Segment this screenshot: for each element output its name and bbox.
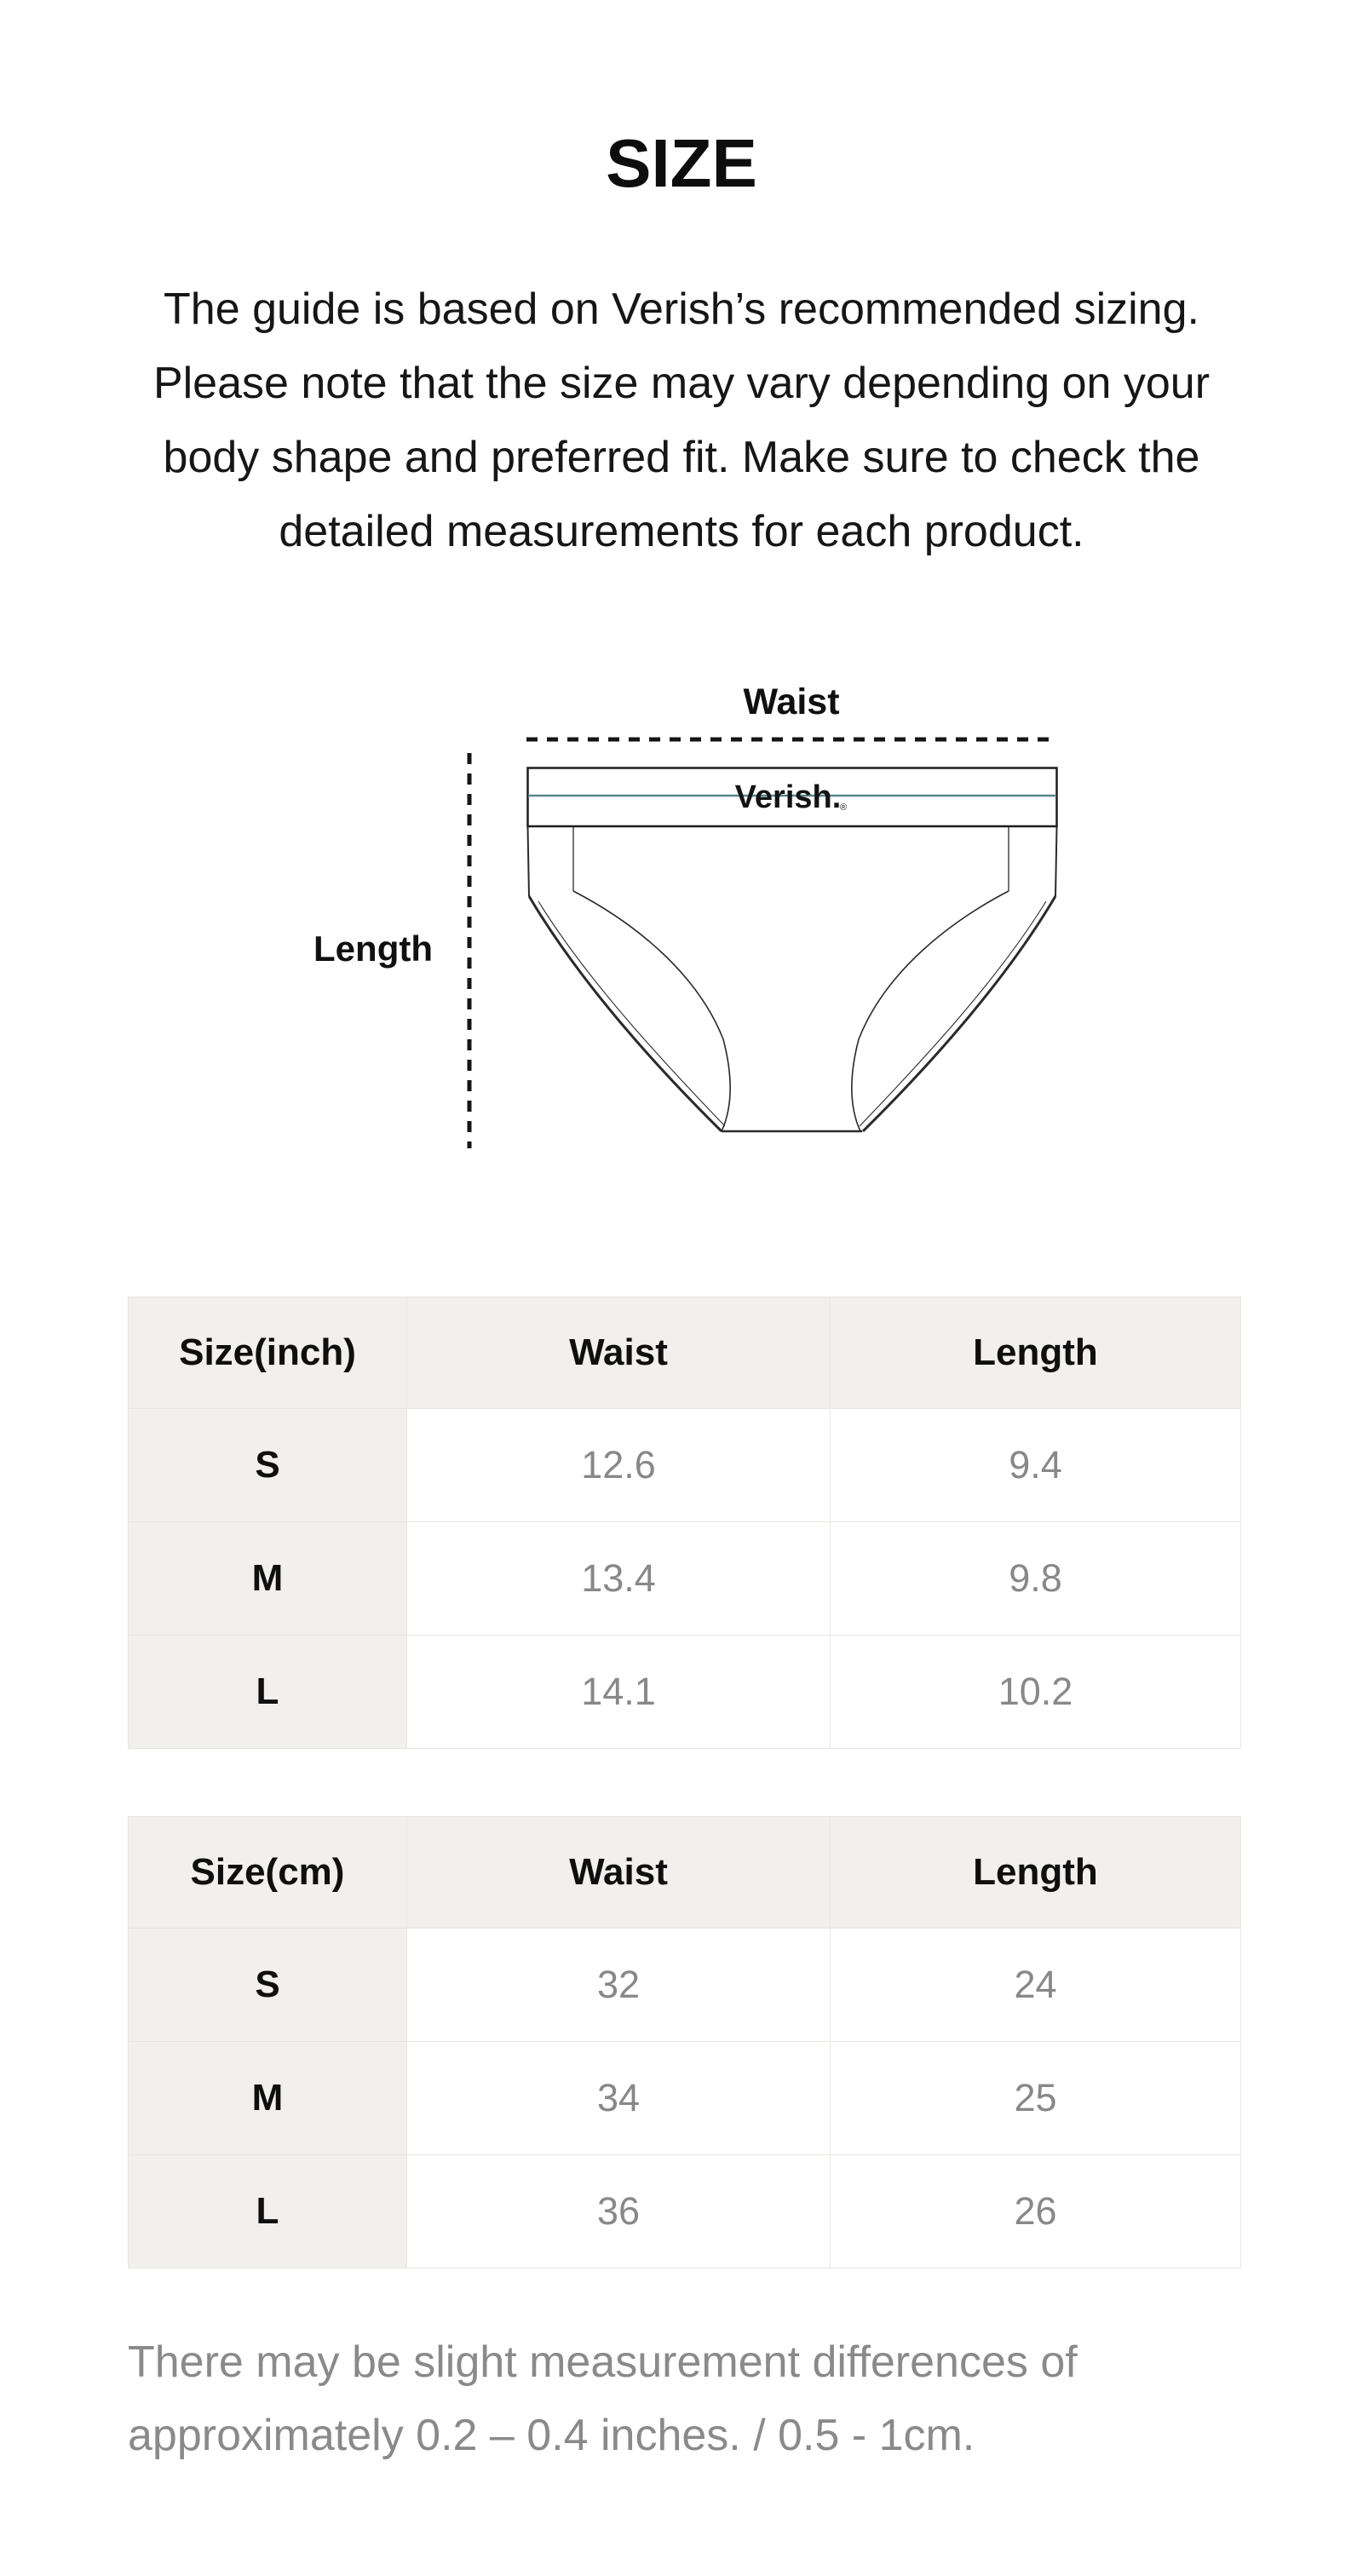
footnote-line: There may be slight measurement differences of: [128, 2337, 1078, 2387]
header-length: Length: [831, 1297, 1241, 1409]
size-cell: L: [129, 2155, 407, 2268]
intro-line: body shape and preferred fit. Make sure to check the: [163, 433, 1200, 482]
intro-paragraph: [0, 273, 1363, 569]
header-waist: Waist: [407, 1817, 831, 1929]
page-title: SIZE: [606, 125, 757, 201]
table-row: [129, 2155, 1241, 2268]
size-cell: L: [129, 1636, 407, 1749]
brand-registered-mark: ®: [840, 802, 848, 813]
header-size-cm: Size(cm): [129, 1817, 407, 1929]
table-row: [129, 1409, 1241, 1522]
brand-logo: Verish.: [734, 779, 842, 815]
header-size-inch: Size(inch): [129, 1297, 407, 1409]
size-cell: S: [129, 1929, 407, 2042]
length-value: 10.2: [831, 1636, 1241, 1749]
intro-line: detailed measurements for each product.: [279, 507, 1084, 556]
header-waist: Waist: [407, 1297, 831, 1409]
table-header-row: [129, 1817, 1241, 1929]
waist-value: 34: [407, 2042, 831, 2155]
size-cell: M: [129, 1522, 407, 1636]
header-length: Length: [831, 1817, 1241, 1929]
table-row: [129, 1522, 1241, 1636]
waist-dashed-line: [526, 737, 1056, 742]
length-value: 24: [831, 1929, 1241, 2042]
waist-label: Waist: [743, 681, 840, 722]
size-cell: M: [129, 2042, 407, 2155]
table-row: [129, 1636, 1241, 1749]
length-dashed-line: [467, 753, 472, 1148]
table-row: [129, 1929, 1241, 2042]
waist-value: 14.1: [407, 1636, 831, 1749]
waist-value: 13.4: [407, 1522, 831, 1636]
footnote-line: approximately 0.2 – 0.4 inches. / 0.5 - 1cm.: [128, 2411, 975, 2460]
size-table-cm: [128, 1816, 1241, 2268]
underwear-illustration: [526, 767, 1058, 1152]
table-header-row: [129, 1297, 1241, 1409]
intro-line: Please note that the size may vary depending on your: [152, 359, 1211, 408]
length-value: 26: [831, 2155, 1241, 2268]
footnote: [128, 2326, 1261, 2472]
brief-body-lines: [528, 827, 1057, 1131]
size-cell: S: [129, 1409, 407, 1522]
intro-line: The guide is based on Verish’s recommended sizing.: [164, 285, 1199, 334]
waist-value: 12.6: [407, 1409, 831, 1522]
table-row: [129, 2042, 1241, 2155]
length-value: 9.4: [831, 1409, 1241, 1522]
size-table-inch: [128, 1297, 1241, 1749]
waist-value: 36: [407, 2155, 831, 2268]
length-value: 25: [831, 2042, 1241, 2155]
length-label: Length: [313, 929, 433, 969]
size-diagram: [0, 664, 1363, 1193]
waist-value: 32: [407, 1929, 831, 2042]
length-value: 9.8: [831, 1522, 1241, 1636]
